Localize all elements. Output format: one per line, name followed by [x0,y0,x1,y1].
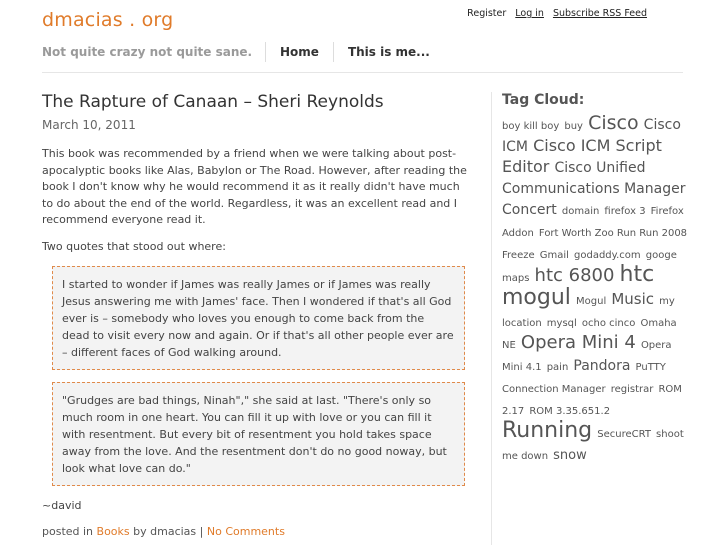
tag-link[interactable]: Music [611,290,655,308]
subscribe-rss-link[interactable]: Subscribe RSS Feed [552,8,647,19]
post-meta [42,525,467,538]
tag-link[interactable]: Concert [502,202,557,218]
tag-link[interactable]: Opera Mini 4 [520,332,636,353]
tag-link[interactable]: SecureCRT [597,429,651,440]
tag-link[interactable]: shoot me down [502,429,684,462]
tag-link[interactable]: NE [502,340,516,351]
tag-link[interactable]: Cisco ICM [502,117,681,155]
blockquote: I started to wonder if James was really James or if James was really Jesus answering me with James' face. Then I wondered if that's all God ever is – somebody who loves you enough to come back from the dead to visit every now and again. Or if that's all other people ever are – different faces of God walking around. [52,266,465,370]
tag-link[interactable]: mysql [546,318,577,329]
tag-link[interactable]: ocho cinco [581,318,636,329]
tag-link[interactable]: boy kill boy [502,121,560,132]
tag-link[interactable]: htc 6800 [534,265,615,286]
top-links [467,8,647,19]
tag-link[interactable]: domain [561,206,600,217]
nav-home[interactable]: Home [265,42,333,62]
sidebar-divider [491,92,492,545]
post-date: March 10, 2011 [42,118,136,132]
tag-cloud-title: Tag Cloud: [502,92,585,108]
tag-link[interactable]: Gmail [539,250,569,261]
tag-link[interactable]: registrar [610,384,654,395]
tag-link[interactable]: firefox 3 [604,206,646,217]
nav-this-is-me[interactable]: This is me... [333,42,444,62]
site-title[interactable]: dmacias . org [42,9,174,31]
blockquote: "Grudges are bad things, Ninah"," she said at last. "There's only so much room in one heart. You can fill it up with love or you can fill it with resentment. But every bit of resentment you hold takes space away from the love. And the resentment don't do no good noway, but look what love can do." [52,382,465,486]
tag-link[interactable]: Pandora [573,358,631,374]
register-link[interactable]: Register [467,8,507,19]
tag-link[interactable]: snow [553,448,587,463]
post-paragraph: Two quotes that stood out where: [42,239,226,253]
post [42,92,467,538]
tag-link[interactable]: htc mogul [502,262,655,310]
post-paragraph: This book was recommended by a friend when we were talking about post-apocalyptic books like Alas, Babylon or The Road. However, after reading the book I don't know why he would recommend it as it really didn't have much to do about the end of the world. Regardless, it was an excellent read and I recommend everyone read it. [42,147,467,226]
sidebar [502,92,692,466]
tag-link[interactable]: Firefox Addon [502,206,684,239]
tag-link[interactable]: ROM 2.17 [502,384,682,417]
tag-link[interactable]: Cisco Unified Communications Manager [502,160,686,197]
tag-link[interactable]: Cisco [588,112,639,134]
tag-link[interactable]: pain [546,362,569,373]
post-signature: ~david [42,499,82,512]
tag-link[interactable]: Cisco ICM Script Editor [502,136,662,176]
tag-link[interactable]: Omaha [640,318,677,329]
main-nav [265,42,444,62]
tag-link[interactable]: Opera Mini 4.1 [502,340,672,373]
tag-cloud [502,114,692,466]
tag-link[interactable]: ROM 3.35.651.2 [529,406,611,417]
meta-prefix: posted in [42,525,94,538]
post-title[interactable]: The Rapture of Canaan – Sheri Reynolds [42,92,384,112]
meta-author: by dmacias | [133,525,204,538]
login-link[interactable]: Log in [515,8,544,19]
tag-link[interactable]: PuTTY Connection Manager [502,362,666,395]
tag-link[interactable]: my location [502,296,675,329]
comments-link[interactable]: No Comments [206,525,285,538]
tag-link[interactable]: godaddy.com [574,250,641,261]
tag-link[interactable]: buy [564,121,583,132]
header-divider [42,72,683,73]
tag-link[interactable]: Running [502,418,593,443]
tagline: Not quite crazy not quite sane. [42,45,253,59]
category-link[interactable]: Books [96,525,130,538]
tag-link[interactable]: Freeze [502,250,535,261]
tag-link[interactable]: Mogul [576,296,607,307]
tag-link[interactable]: Fort Worth Zoo Run Run 2008 [538,228,688,239]
tag-link[interactable]: googe maps [502,250,677,284]
